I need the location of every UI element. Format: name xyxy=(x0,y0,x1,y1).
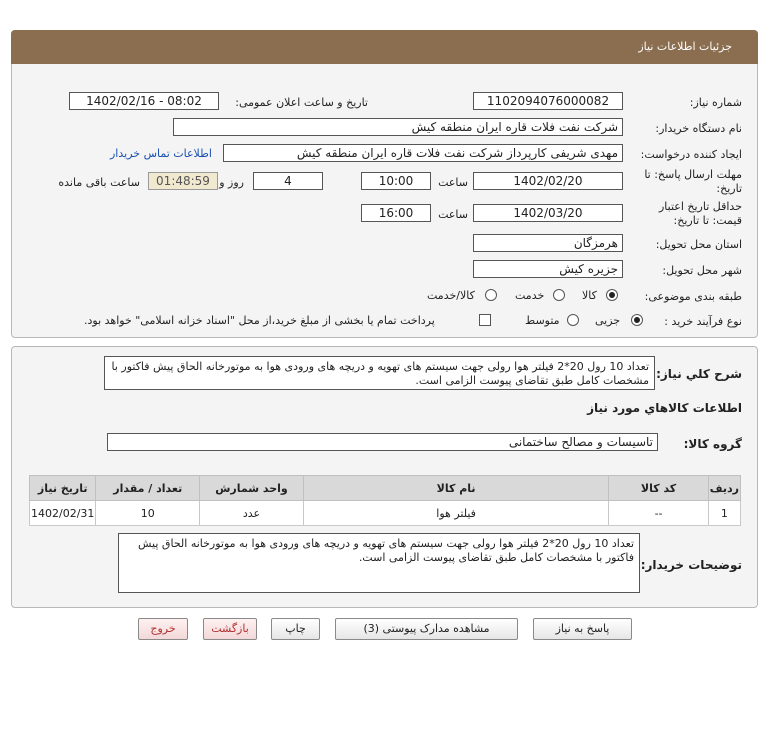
exit-button[interactable]: خروج xyxy=(138,618,188,640)
reply-date-field: 1402/02/20 xyxy=(473,172,623,190)
col-header-goods-code: کد کالا xyxy=(609,476,708,501)
goods-table xyxy=(29,475,741,526)
buyer-notes-text: تعداد 10 رول 20*2 فیلتر هوا رولی جهت سیستم های تهویه و دریچه های ورودی هوا به موتورخانه الحاق پیش فاکتور با مشخصات کامل طبق تقاضای پیوست الزامی است. xyxy=(118,533,640,593)
cell-unit: عدد xyxy=(200,501,304,526)
buyer-label: نام دستگاه خریدار: xyxy=(655,122,742,135)
process-radio-minor[interactable] xyxy=(631,314,643,326)
buyer-contact-link[interactable]: اطلاعات تماس خریدار xyxy=(110,147,212,160)
reply-time-label: ساعت xyxy=(438,176,468,189)
announce-date-label: تاریخ و ساعت اعلان عمومی: xyxy=(235,96,368,109)
col-header-quantity: تعداد / مقدار xyxy=(96,476,200,501)
category-radio-goods[interactable] xyxy=(606,289,618,301)
cell-goods-code: -- xyxy=(609,501,708,526)
category-radio-service[interactable] xyxy=(553,289,565,301)
days-label: روز و xyxy=(219,176,244,189)
treasury-checkbox[interactable] xyxy=(479,314,491,326)
validity-label-2: قیمت: تا تاریخ: xyxy=(673,214,742,227)
need-number-field: 1102094076000082 xyxy=(473,92,623,110)
buyer-notes-label: توضیحات خریدار: xyxy=(640,558,742,572)
city-label: شهر محل تحویل: xyxy=(662,264,742,277)
days-field: 4 xyxy=(253,172,323,190)
col-header-need-date: تاریخ نیاز xyxy=(30,476,96,501)
cell-need-date: 1402/02/31 xyxy=(30,501,96,526)
creator-field: مهدی شریفی کارپرداز شرکت نفت فلات قاره ایران منطقه کیش xyxy=(223,144,623,162)
validity-time-field: 16:00 xyxy=(361,204,431,222)
process-option-medium: متوسط xyxy=(525,314,560,327)
validity-label: حداقل تاریخ اعتبار xyxy=(658,200,742,213)
goods-info-heading: اطلاعات کالاهاي مورد نياز xyxy=(587,401,742,415)
category-option-goods-service: کالا/خدمت xyxy=(427,289,475,302)
col-header-unit: واحد شمارش xyxy=(200,476,304,501)
buyer-field: شرکت نفت فلات قاره ایران منطقه کیش xyxy=(173,118,623,136)
reply-time-field: 10:00 xyxy=(361,172,431,190)
category-option-goods: کالا xyxy=(582,289,597,302)
category-label: طبقه بندی موضوعی: xyxy=(644,290,742,303)
need-number-label: شماره نیاز: xyxy=(689,96,742,109)
reply-deadline-label: مهلت ارسال پاسخ: تا xyxy=(644,168,742,181)
reply-button[interactable]: پاسخ به نیاز xyxy=(533,618,632,640)
province-field: هرمزگان xyxy=(473,234,623,252)
panel-header xyxy=(11,30,758,64)
summary-text: تعداد 10 رول 20*2 فیلتر هوا رولی جهت سیستم های تهویه و دریچه های ورودی هوا به موتورخانه الحاق پیش فاکتور با مشخصات کامل طبق تقاضای پیوست الزامی است. xyxy=(104,356,655,390)
table-header-row xyxy=(30,476,741,501)
validity-date-field: 1402/03/20 xyxy=(473,204,623,222)
attachments-button[interactable]: مشاهده مدارک پیوستی (3) xyxy=(335,618,518,640)
back-button[interactable]: بازگشت xyxy=(203,618,257,640)
validity-time-label: ساعت xyxy=(438,208,468,221)
treasury-note: پرداخت تمام یا بخشی از مبلغ خرید،از محل "اسناد خزانه اسلامی" خواهد بود. xyxy=(84,314,435,327)
category-radio-goods-service[interactable] xyxy=(485,289,497,301)
summary-label: شرح کلي نياز: xyxy=(656,367,742,381)
category-option-service: خدمت xyxy=(515,289,545,302)
goods-group-label: گروه کالا: xyxy=(683,437,742,451)
remaining-time-label: ساعت باقی مانده xyxy=(58,176,140,189)
process-option-minor: جزیی xyxy=(595,314,621,327)
cell-quantity: 10 xyxy=(96,501,200,526)
print-button[interactable]: چاپ xyxy=(271,618,320,640)
table-row xyxy=(30,501,741,526)
remaining-time-field: 01:48:59 xyxy=(148,172,218,190)
panel-title: جزئیات اطلاعات نیاز xyxy=(638,40,732,53)
cell-row-number: 1 xyxy=(708,501,740,526)
province-label: استان محل تحویل: xyxy=(655,238,742,251)
process-label: نوع فرآیند خرید : xyxy=(664,315,742,328)
col-header-goods-name: نام کالا xyxy=(303,476,608,501)
goods-group-field: تاسیسات و مصالح ساختمانی xyxy=(107,433,658,451)
cell-goods-name: فیلتر هوا xyxy=(303,501,608,526)
announce-date-field: 1402/02/16 - 08:02 xyxy=(69,92,219,110)
process-radio-medium[interactable] xyxy=(567,314,579,326)
reply-deadline-label-2: تاریخ: xyxy=(716,182,742,195)
col-header-row-number: ردیف xyxy=(708,476,740,501)
city-field: جزیره کیش xyxy=(473,260,623,278)
creator-label: ایجاد کننده درخواست: xyxy=(640,148,742,161)
